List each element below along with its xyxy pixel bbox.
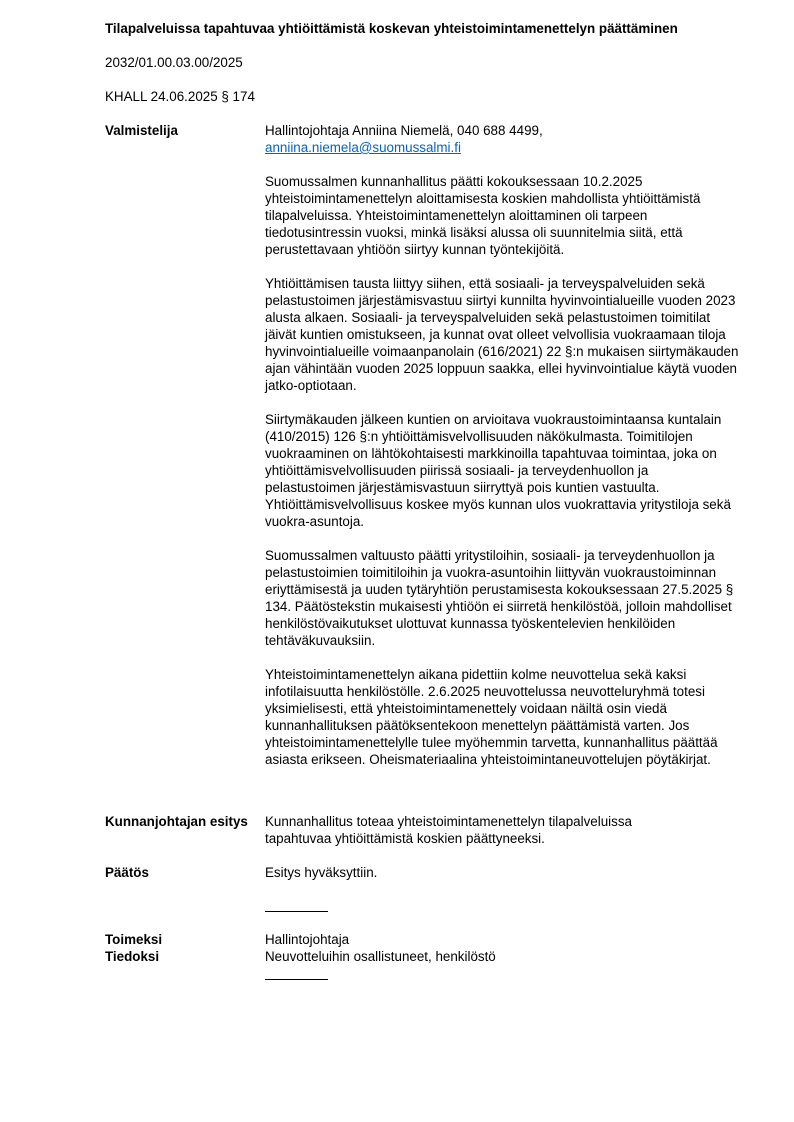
action-label: Toimeksi — [105, 932, 163, 947]
preparer-name: Hallintojohtaja Anniina Niemelä, 040 688 4499, — [265, 123, 543, 138]
info-value: Neuvotteluihin osallistuneet, henkilöstö — [265, 949, 496, 964]
preparation-text — [265, 122, 740, 785]
divider-line — [265, 911, 328, 912]
paragraph-5: Yhteistoimintamenettelyn aikana pidettiin kolme neuvottelua sekä kaksi infotilaisuutta henkilöstölle. 2.6.2025 neuvottelussa neuvotteluryhmä totesi yksimielisesti, että yhteistoimintamenettely voidaan näiltä osin viedä kunnanhallituksen päätöksentekoon menettelyn päättämistä varten. Jos yhteistoimintamenettelylle tulee myöhemmin tarvetta, kunnanhallitus päättää asiasta erikseen. Oheismateriaalina yhteistoimintaneuvottelujen pöytäkirjat. — [265, 667, 718, 767]
record-number: 2032/01.00.03.00/2025 — [105, 55, 243, 70]
paragraph-4: Suomussalmen valtuusto päätti yritystiloihin, sosiaali- ja terveydenhuollon ja pelastustoimien toimitiloihin ja vuokra-asuntoihin liittyvän vuokraustoiminnan eriyttämisestä ja uuden tytäryhtiön perustamisesta kokouksessaan 27.5.2025 § 134. Päätöstekstin mukaisesti yhtiöön ei siirretä henkilöstöä, jolloin mahdolliset henkilöstövaikutukset ulottuvat kunnassa työskentelevien henkilöiden tehtäväkuvauksiin. — [265, 548, 734, 648]
meeting-reference: KHALL 24.06.2025 § 174 — [105, 89, 255, 104]
preparer-email-link[interactable]: anniina.niemela@suomussalmi.fi — [265, 140, 461, 155]
proposal-text: Kunnanhallitus toteaa yhteistoimintamenettelyn tilapalveluissa tapahtuvaa yhtiöittämistä koskien päättyneeksi. — [265, 814, 632, 846]
action-value: Hallintojohtaja — [265, 932, 350, 947]
info-label: Tiedoksi — [105, 949, 160, 964]
divider-line — [265, 979, 328, 980]
decision-label: Päätös — [105, 865, 149, 880]
paragraph-1: Suomussalmen kunnanhallitus päätti kokouksessaan 10.2.2025 yhteistoimintamenettelyn aloittamisesta koskien mahdollista yhtiöittämistä tilapalveluissa. Yhteistoimintamenettelyn aloittaminen oli tarpeen tiedotusintressin vuoksi, minkä lisäksi alussa oli suunnitelmia siitä, että perustettavaan yhtiöön siirtyy kunnan työntekijöitä. — [265, 174, 701, 257]
paragraph-3: Siirtymäkauden jälkeen kuntien on arvioitava vuokraustoimintaansa kuntalain (410/2015) 126 §:n yhtiöittämisvelvollisuuden näkökulmasta. Toimitilojen vuokraaminen on lähtökohtaisesti markkinoilla tapahtuvaa toimintaa, joka on yhtiöittämisvelvollisuuden piirissä sosiaali- ja terveydenhuollon ja pelastustoimen järjestämisvastuun siirryttyä pois kuntien vastuulta. Yhtiöittämisvelvollisuus koskee myös kunnan ulos vuokrattavia yritystiloja sekä vuokra-asuntoja. — [265, 412, 731, 529]
paragraph-2: Yhtiöittämisen tausta liittyy siihen, että sosiaali- ja terveyspalveluiden sekä pelastustoimen järjestämisvastuu siirtyi kunnilta hyvinvointialueille vuoden 2023 alusta alkaen. Sosiaali- ja terveyspalveluiden sekä pelastustoimen toimitilat jäivät kuntien omistukseen, ja kunnat ovat olleet velvollisia vuokraamaan tiloja hyvinvointialueille voimaanpanolain (616/2021) 22 §:n mukaisen siirtymäkauden ajan vähintään vuoden 2025 loppuun saakka, ellei hyvinvointialue käytä vuoden jatko-optiotaan. — [265, 276, 739, 393]
decision-text: Esitys hyväksyttiin. — [265, 865, 378, 880]
proposal-label: Kunnanjohtajan esitys — [105, 814, 248, 829]
preparer-label: Valmistelija — [105, 123, 178, 138]
document-title: Tilapalveluissa tapahtuvaa yhtiöittämistä koskevan yhteistoimintamenettelyn päättäminen — [105, 21, 678, 36]
